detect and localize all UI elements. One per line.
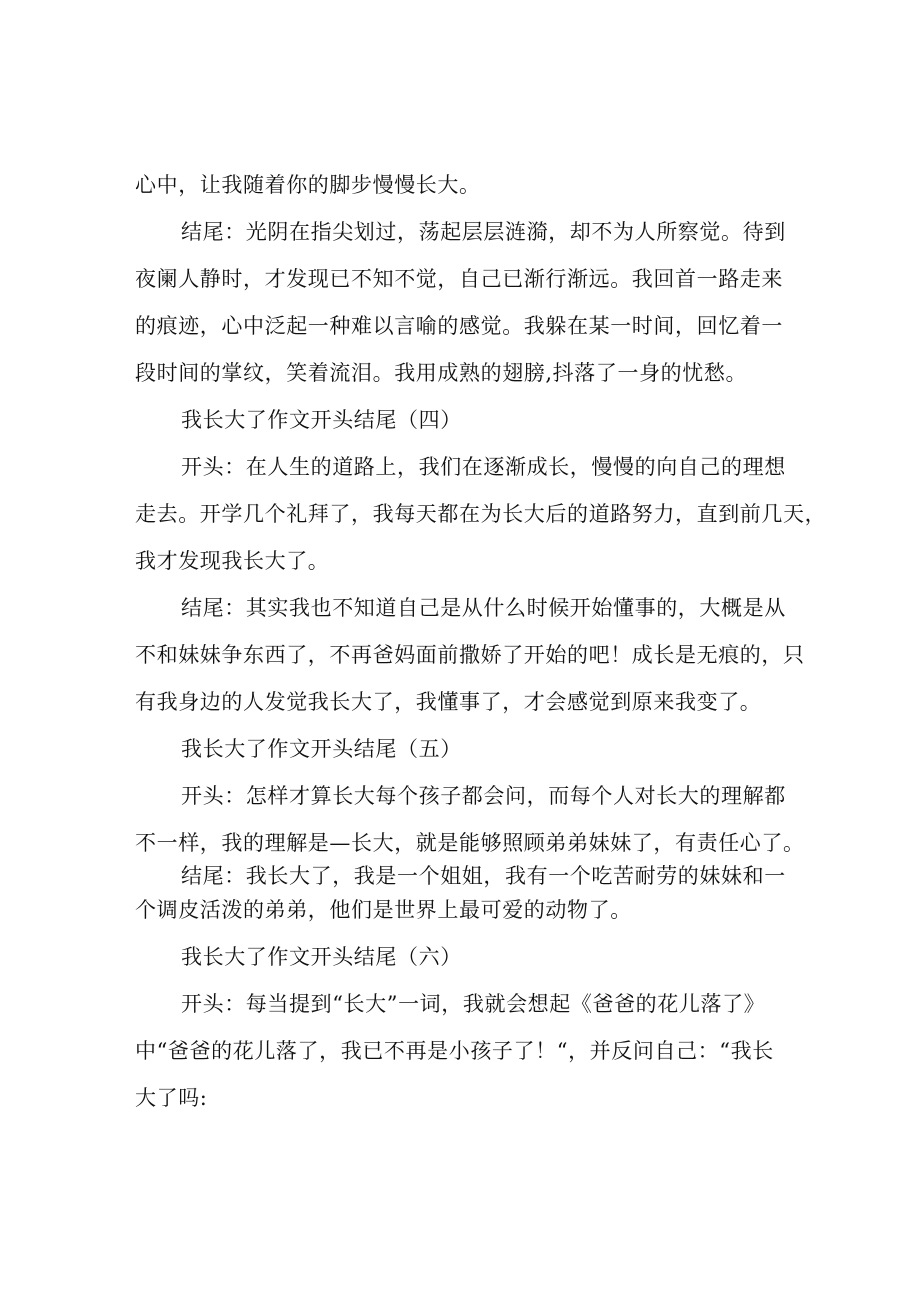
section-heading: 我长大了作文开头结尾（六） [181, 945, 462, 969]
paragraph-line: 段时间的掌纹，笑着流泪。我用成熟的翅膀,抖落了一身的忧愁。 [135, 361, 748, 385]
paragraph-line: 开头：怎样才算长大每个孩子都会问，而每个人对长大的理解都 [181, 784, 786, 808]
paragraph-line: 个调皮活泼的弟弟，他们是世界上最可爱的动物了。 [135, 898, 632, 922]
paragraph-line: 不和妹妹争东西了，不再爸妈面前撒娇了开始的吧！成长是无痕的，只 [135, 643, 805, 667]
paragraph-line: 中“爸爸的花儿落了，我已不再是小孩子了！“，并反问自己：“我长 [135, 1039, 774, 1063]
paragraph-line: 结尾：其实我也不知道自己是从什么时候开始懂事的，大概是从 [181, 596, 786, 620]
paragraph-line: 的痕迹，心中泛起一种难以言喻的感觉。我躲在某一时间，回忆着一 [135, 314, 783, 338]
section-heading: 我长大了作文开头结尾（五） [181, 737, 462, 761]
section-heading: 我长大了作文开头结尾（四） [181, 408, 462, 432]
paragraph-line: 有我身边的人发觉我长大了，我懂事了，才会感觉到原来我变了。 [135, 690, 762, 714]
paragraph-line: 结尾：我长大了，我是一个姐姐，我有一个吃苦耐劳的妹妹和一 [181, 864, 786, 888]
paragraph-line: 大了吗: [135, 1086, 208, 1110]
paragraph-line: 开头：每当提到“长大”一词，我就会想起《爸爸的花儿落了》 [181, 992, 766, 1016]
paragraph-line: 我才发现我长大了。 [135, 549, 330, 573]
paragraph-line: 走去。开学几个礼拜了，我每天都在为长大后的道路努力，直到前几天， [135, 502, 827, 526]
paragraph-line: 开头：在人生的道路上，我们在逐渐成长，慢慢的向自己的理想 [181, 455, 786, 479]
paragraph-line: 不一样，我的理解是—长大，就是能够照顾弟弟妹妹了，有责任心了。 [135, 831, 805, 855]
paragraph-line: 心中，让我随着你的脚步慢慢长大。 [135, 173, 481, 197]
paragraph-line: 夜阑人静时，才发现已不知不觉，自己已渐行渐远。我回首一路走来 [135, 267, 783, 291]
paragraph-line: 结尾：光阴在指尖划过，荡起层层涟漪，却不为人所察觉。待到 [181, 220, 786, 244]
